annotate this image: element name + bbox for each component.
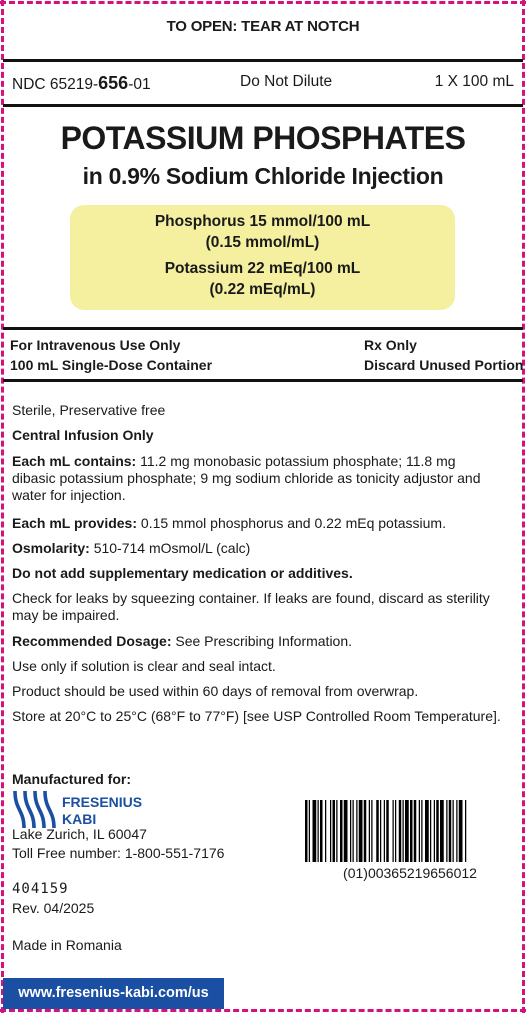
barcode-bar <box>393 800 394 862</box>
no-additives-warning: Do not add supplementary medication or additives. <box>12 565 353 581</box>
tear-notch-instruction: TO OPEN: TEAR AT NOTCH <box>166 18 360 35</box>
barcode-bar <box>425 800 429 862</box>
barcode-bar <box>364 800 367 862</box>
divider <box>3 379 523 382</box>
country-of-origin: Made in Romania <box>12 937 122 953</box>
toll-free-number: Toll Free number: 1-800-551-7176 <box>12 845 225 861</box>
barcode-bar <box>318 800 319 862</box>
barcode-bar <box>309 800 310 862</box>
barcode-bar <box>446 800 447 862</box>
dilute-warning: Do Not Dilute <box>240 73 333 90</box>
barcode-bar <box>336 800 337 862</box>
barcode-bar <box>403 800 404 862</box>
strength-box <box>70 205 455 310</box>
sterile-statement: Sterile, Preservative free <box>12 402 166 418</box>
overwrap-instruction: Product should be used within 60 days of removal from overwrap. <box>12 683 419 699</box>
phosphorus-strength: Phosphorus 15 mmol/100 mL <box>154 213 371 230</box>
barcode-bar <box>434 800 435 862</box>
barcode-bar <box>414 800 417 862</box>
barcode-bar <box>436 800 439 862</box>
divider <box>3 59 523 62</box>
barcode-bar <box>320 800 323 862</box>
barcode-bar <box>399 800 402 862</box>
gs1-barcode <box>305 800 515 862</box>
barcode-bar <box>340 800 343 862</box>
barcode-bar <box>371 800 372 862</box>
barcode-bar <box>313 800 317 862</box>
barcode-bar <box>376 800 379 862</box>
product-title: POTASSIUM PHOSPHATES <box>60 120 466 156</box>
storage-instruction: Store at 20°C to 25°C (68°F to 77°F) [see USP Controlled Room Temperature]. <box>12 708 501 724</box>
leak-check-instruction: Check for leaks by squeezing container. If leaks are found, discard as sterility may be impaired. <box>12 590 490 623</box>
revision-date: Rev. 04/2025 <box>12 900 95 916</box>
website-link[interactable]: www.fresenius-kabi.com/us <box>3 978 224 1009</box>
barcode-bar <box>359 800 363 862</box>
barcode-bar <box>405 800 409 862</box>
barcode-bar <box>333 800 336 862</box>
potassium-concentration: (0.22 mEq/mL) <box>209 281 316 298</box>
barcode-bar <box>459 800 463 862</box>
barcode-bar <box>453 800 454 862</box>
phosphorus-concentration: (0.15 mmol/mL) <box>205 234 320 251</box>
barcode-bar <box>440 800 444 862</box>
brand-name: FRESENIUS <box>62 794 143 810</box>
brand-name-second: KABI <box>62 811 97 827</box>
barcode-bar <box>369 800 370 862</box>
ndc-code: NDC 65219-656-01 <box>12 73 151 93</box>
discard-unused: Discard Unused Portion <box>364 357 524 373</box>
contains-statement: Each mL contains: 11.2 mg monobasic potassium phosphate; 11.8 mg dibasic potassium phosphate; 9 mg sodium chloride as tonicity adjustor and water for injection. <box>12 453 481 503</box>
divider <box>3 104 523 107</box>
barcode-bar <box>330 800 331 862</box>
barcode-bar <box>465 800 466 862</box>
potassium-strength: Potassium 22 mEq/100 mL <box>164 260 361 277</box>
clear-solution-instruction: Use only if solution is clear and seal intact. <box>12 658 276 674</box>
container-count: 1 X 100 mL <box>434 73 514 90</box>
barcode-bar <box>449 800 452 862</box>
barcode-bar <box>380 800 381 862</box>
manufacturer-address: Lake Zurich, IL 60047 <box>12 826 147 842</box>
central-infusion: Central Infusion Only <box>12 427 154 443</box>
lot-number: 404159 <box>12 881 69 897</box>
barcode-bar <box>395 800 396 862</box>
barcode-bar <box>421 800 422 862</box>
barcode-bar <box>430 800 431 862</box>
route-of-administration: For Intravenous Use Only <box>10 337 181 353</box>
barcode-bar <box>410 800 413 862</box>
provides-statement: Each mL provides: 0.15 mmol phosphorus and 0.22 mEq potassium. <box>12 515 446 531</box>
container-type: 100 mL Single-Dose Container <box>10 357 213 373</box>
barcode-bar <box>344 800 348 862</box>
tear-border-top <box>0 1 526 4</box>
rx-only: Rx Only <box>364 337 417 353</box>
barcode-bar <box>325 800 326 862</box>
divider <box>3 327 523 330</box>
barcode-bar <box>350 800 351 862</box>
barcode-bar <box>305 800 308 862</box>
manufactured-for-label: Manufactured for: <box>12 771 131 787</box>
barcode-bar <box>384 800 385 862</box>
barcode-bar <box>419 800 420 862</box>
tear-border-bottom <box>0 1009 526 1012</box>
barcode-bar <box>386 800 389 862</box>
barcode-bar <box>353 800 354 862</box>
osmolarity-statement: Osmolarity: 510-714 mOsmol/L (calc) <box>12 540 251 556</box>
fresenius-kabi-logo <box>12 790 152 830</box>
barcode-bar <box>356 800 357 862</box>
barcode-number: (01)00365219656012 <box>343 865 477 881</box>
barcode-bar <box>456 800 457 862</box>
product-subtitle: in 0.9% Sodium Chloride Injection <box>82 163 444 189</box>
dosage-statement: Recommended Dosage: See Prescribing Information. <box>12 633 353 649</box>
